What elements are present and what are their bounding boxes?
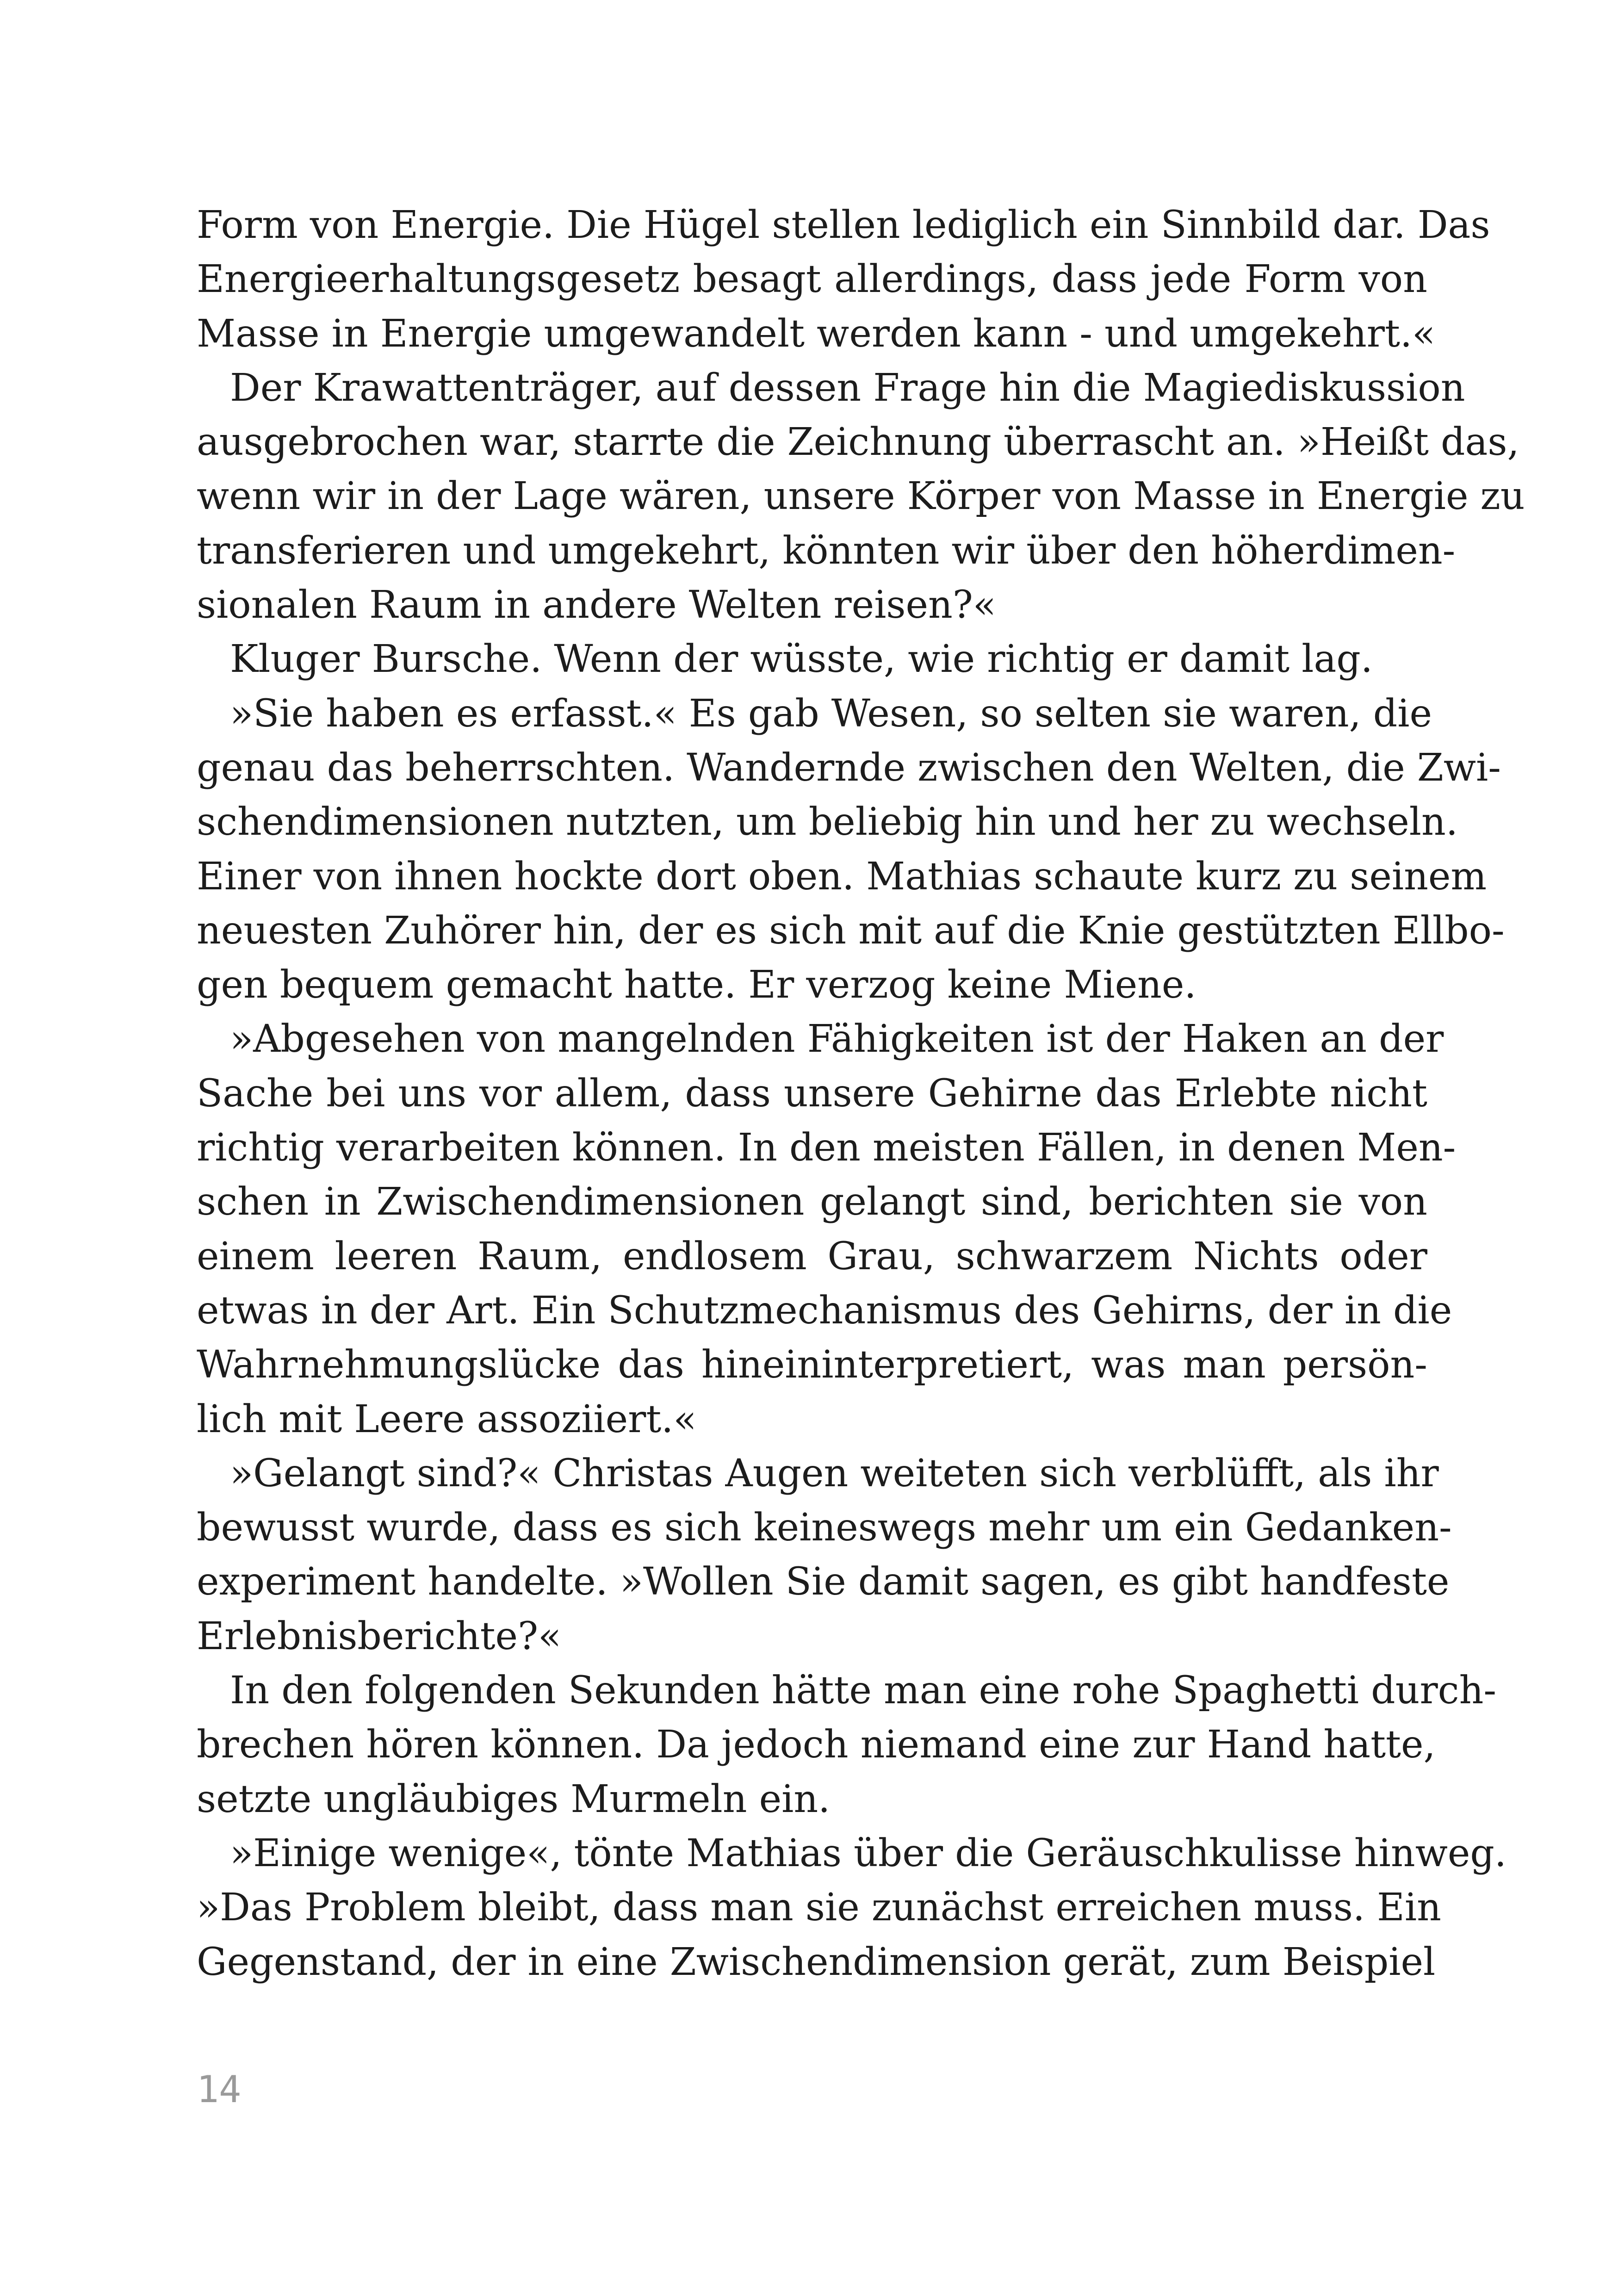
paragraph: [197, 687, 1505, 1012]
text-line: gen bequem gemacht hatte. Er verzog keine Miene.: [197, 963, 1196, 1007]
paragraph: [197, 632, 1427, 686]
paragraph: [197, 1012, 1456, 1446]
paragraph: [197, 198, 1490, 361]
text-line: transferieren und umgekehrt, könnten wir über den höherdimen-: [197, 528, 1456, 573]
page-number: 14: [197, 2068, 242, 2111]
text-line: Masse in Energie umgewandelt werden kann - und umgekehrt.«: [197, 311, 1436, 356]
text-line: Kluger Bursche. Wenn der wüsste, wie richtig er damit lag.: [230, 637, 1373, 682]
text-line: »Das Problem bleibt, dass man sie zunächst erreichen muss. Ein: [197, 1886, 1441, 1930]
text-line: genau das beherrschten. Wandernde zwischen den Welten, die Zwi-: [197, 745, 1501, 790]
text-line: lich mit Leere assoziiert.«: [197, 1397, 697, 1441]
text-line: Form von Energie. Die Hügel stellen lediglich ein Sinnbild dar. Das: [197, 203, 1490, 247]
text-line: »Einige wenige«, tönte Mathias über die Geräuschkulisse hinweg.: [230, 1831, 1506, 1875]
text-line: Einer von ihnen hockte dort oben. Mathias schaute kurz zu seinem: [197, 854, 1487, 899]
text-line: ausgebrochen war, starrte die Zeichnung überrascht an. »Heißt das,: [197, 420, 1519, 465]
paragraph: [197, 1826, 1506, 1989]
text-line: experiment handelte. »Wollen Sie damit sagen, es gibt handfeste: [197, 1560, 1450, 1604]
text-line: schen in Zwischendimensionen gelangt sind, berichten sie von: [197, 1180, 1427, 1224]
text-line: In den folgenden Sekunden hätte man eine rohe Spaghetti durch-: [230, 1669, 1497, 1713]
text-line: wenn wir in der Lage wären, unsere Körper von Masse in Energie zu: [197, 474, 1525, 519]
text-line: Energieerhaltungsgesetz besagt allerdings, dass jede Form von: [197, 257, 1427, 302]
text-line: brechen hören können. Da jedoch niemand eine zur Hand hatte,: [197, 1723, 1436, 1767]
text-line: Gegenstand, der in eine Zwischendimension gerät, zum Beispiel: [197, 1940, 1436, 1984]
text-line: etwas in der Art. Ein Schutzmechanismus des Gehirns, der in die: [197, 1288, 1452, 1333]
text-line: schendimensionen nutzten, um beliebig hin und her zu wechseln.: [197, 800, 1458, 844]
text-line: Wahrnehmungslücke das hineininterpretiert, was man persön-: [197, 1343, 1427, 1387]
text-line: einem leeren Raum, endlosem Grau, schwarzem Nichts oder: [197, 1234, 1427, 1278]
paragraph: [197, 361, 1525, 632]
text-line: sionalen Raum in andere Welten reisen?«: [197, 583, 996, 627]
text-line: bewusst wurde, dass es sich keineswegs mehr um ein Gedanken-: [197, 1506, 1452, 1550]
text-line: setzte ungläubiges Murmeln ein.: [197, 1777, 831, 1821]
text-line: richtig verarbeiten können. In den meisten Fällen, in denen Men-: [197, 1126, 1456, 1170]
text-line: »Gelangt sind?« Christas Augen weiteten sich verblüfft, als ihr: [230, 1451, 1439, 1496]
text-line: »Abgesehen von mangelnden Fähigkeiten ist der Haken an der: [230, 1017, 1444, 1061]
body-text: [197, 198, 1525, 1989]
paragraph: [197, 1446, 1452, 1663]
text-line: »Sie haben es erfasst.« Es gab Wesen, so selten sie waren, die: [230, 691, 1432, 736]
text-line: Der Krawattenträger, auf dessen Frage hin die Magiediskussion: [230, 366, 1465, 410]
text-line: neuesten Zuhörer hin, der es sich mit auf die Knie gestützten Ellbo-: [197, 908, 1505, 953]
text-line: Erlebnisberichte?«: [197, 1614, 562, 1658]
text-line: Sache bei uns vor allem, dass unsere Gehirne das Erlebte nicht: [197, 1071, 1427, 1116]
paragraph: [197, 1663, 1497, 1826]
